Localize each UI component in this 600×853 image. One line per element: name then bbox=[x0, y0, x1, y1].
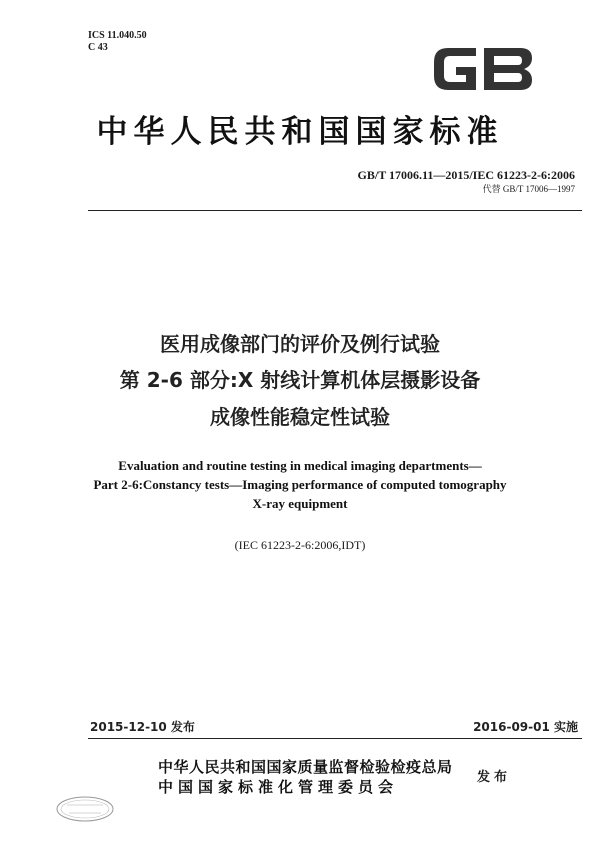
english-title-line-2: Part 2-6:Constancy tests—Imaging performance of computed tomography bbox=[93, 477, 507, 492]
top-divider bbox=[88, 210, 582, 211]
english-title-line-3: X-ray equipment bbox=[252, 496, 348, 511]
watermark-stamp bbox=[55, 795, 115, 823]
implementation-date: 2016-09-01 实施 bbox=[473, 720, 578, 734]
classification-codes bbox=[88, 30, 147, 54]
replaces-standard: 代替 GB/T 17006—1997 bbox=[482, 184, 575, 194]
gb-logo bbox=[428, 40, 538, 98]
chinese-title-line-1: 医用成像部门的评价及例行试验 bbox=[160, 332, 440, 356]
bottom-divider bbox=[88, 738, 582, 739]
identical-adoption-note: (IEC 61223-2-6:2006,IDT) bbox=[234, 538, 366, 552]
standard-number: GB/T 17006.11—2015/IEC 61223-2-6:2006 bbox=[357, 168, 575, 182]
ics-code: ICS 11.040.50 bbox=[88, 30, 147, 41]
stamp-mark bbox=[55, 795, 115, 823]
chinese-title-line-2: 第 2-6 部分:X 射线计算机体层摄影设备 bbox=[119, 368, 481, 392]
gb-logo-mark bbox=[428, 40, 538, 98]
issuer-aqsiq: 中华人民共和国国家质量监督检验检疫总局 bbox=[158, 758, 453, 776]
issuer-sac: 中国国家标准化管理委员会 bbox=[158, 778, 399, 796]
publish-label: 发布 bbox=[477, 770, 512, 785]
ccs-code: C 43 bbox=[88, 42, 108, 53]
issue-date: 2015-12-10 发布 bbox=[90, 720, 195, 734]
english-title-line-1: Evaluation and routine testing in medical imaging departments— bbox=[118, 458, 482, 473]
chinese-title-line-3: 成像性能稳定性试验 bbox=[210, 405, 390, 429]
national-standard-heading: 中华人民共和国国家标准 bbox=[96, 114, 504, 150]
